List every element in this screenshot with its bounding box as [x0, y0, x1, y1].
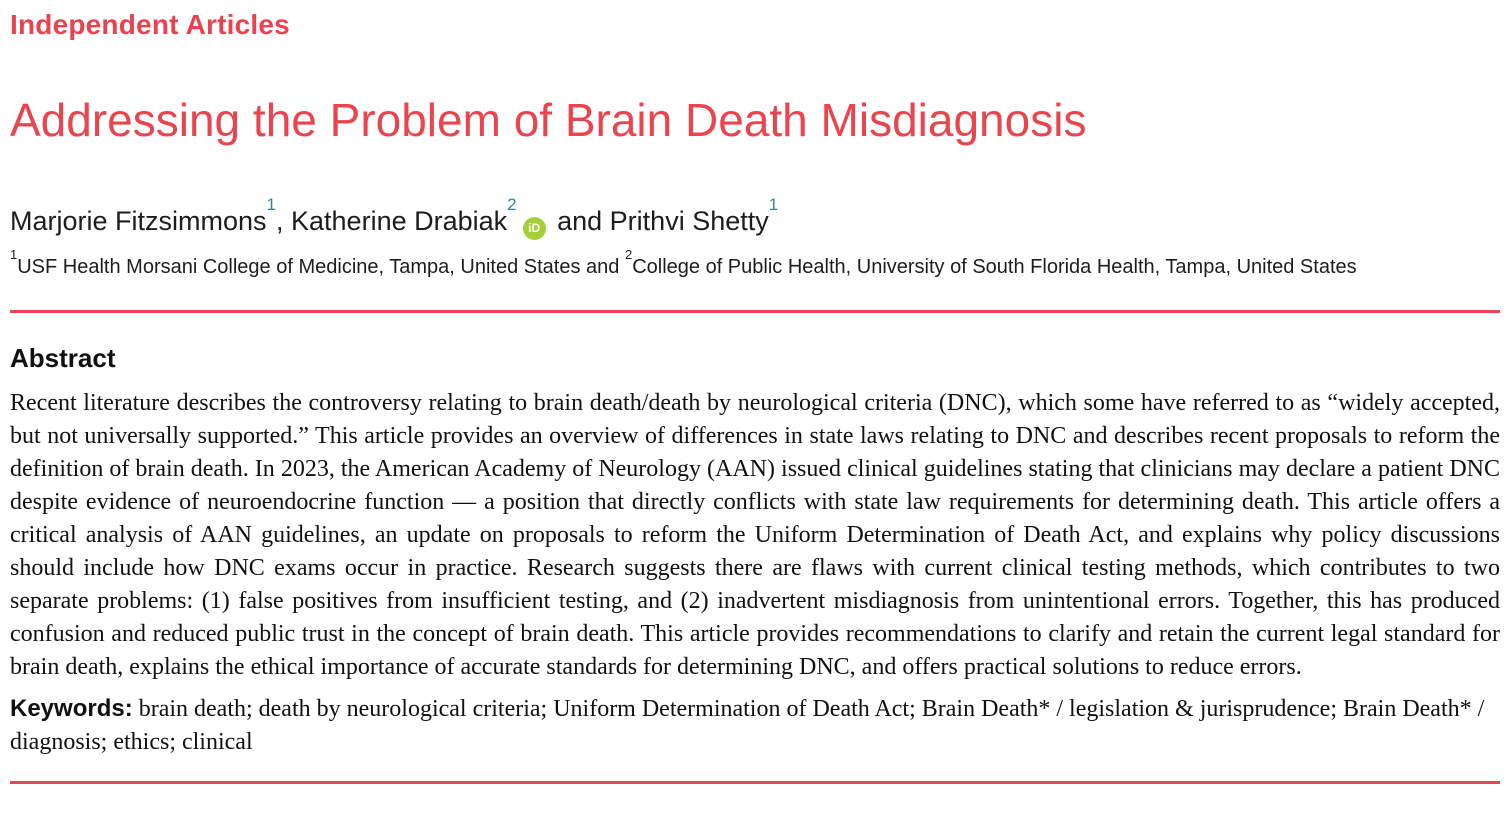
- affiliation-line: [10, 247, 1500, 280]
- author-superscript: 1: [266, 195, 276, 214]
- red-rule-top: [10, 310, 1500, 313]
- author-name: Prithvi Shetty: [609, 206, 769, 236]
- author-superscript: 1: [768, 195, 779, 214]
- section-label: Independent Articles: [10, 9, 290, 40]
- keywords-line: [10, 692, 1500, 759]
- abstract-text: Recent literature describes the controversy relating to brain death/death by neurological criteria (DNC), which some have referred to as “widely accepted, but not universally supported.” This article provides an overview of differences in state laws relating to DNC and describes recent proposals to reform the definition of brain death. In 2023, the American Academy of Neurology (AAN) issued clinical guidelines stating that clinicians may declare a patient DNC despite evidence of neuroendocrine function — a position that directly conflicts with state law requirements for determining death. This article offers a critical analysis of AAN guidelines, an update on proposals to reform the Uniform Determination of Death Act, and explains why policy discussions should include how DNC exams occur in practice. Research suggests there are flaws with current clinical testing methods, which contributes to two separate problems: (1) false positives from insufficient testing, and (2) inadvertent misdiagnosis from unintentional errors. Together, this has produced confusion and reduced public trust in the concept of brain death. This article provides recommendations to clarify and retain the current legal standard for brain death, explains the ethical importance of accurate standards for determining DNC, and offers practical solutions to reduce errors.: [10, 390, 1500, 680]
- red-rule-bottom: [10, 781, 1500, 784]
- author-name: Marjorie Fitzsimmons: [10, 206, 267, 236]
- author-name: Katherine Drabiak: [291, 206, 508, 236]
- affiliation-superscript: 2: [624, 247, 633, 263]
- author-separator: and: [549, 206, 610, 236]
- author-line: [10, 195, 1500, 240]
- article-title: Addressing the Problem of Brain Death Misdiagnosis: [10, 94, 1087, 146]
- abstract-heading: Abstract: [10, 343, 116, 373]
- affiliation-text: College of Public Health, University of South Florida Health, Tampa, United States: [632, 256, 1357, 278]
- keywords-label: Keywords:: [10, 695, 133, 722]
- affiliation-joiner: and: [580, 256, 625, 278]
- keywords-text: brain death; death by neurological criteria; Uniform Determination of Death Act; Brain Death* / legislation & jurisprudence; Brain Death* / diagnosis; ethics; clinical: [10, 696, 1485, 755]
- author-superscript: 2: [507, 195, 517, 214]
- author-separator: ,: [276, 206, 292, 236]
- orcid-icon[interactable]: iD: [523, 217, 546, 240]
- affiliation-text: USF Health Morsani College of Medicine, Tampa, United States: [17, 256, 581, 278]
- affiliation-superscript: 1: [10, 247, 18, 263]
